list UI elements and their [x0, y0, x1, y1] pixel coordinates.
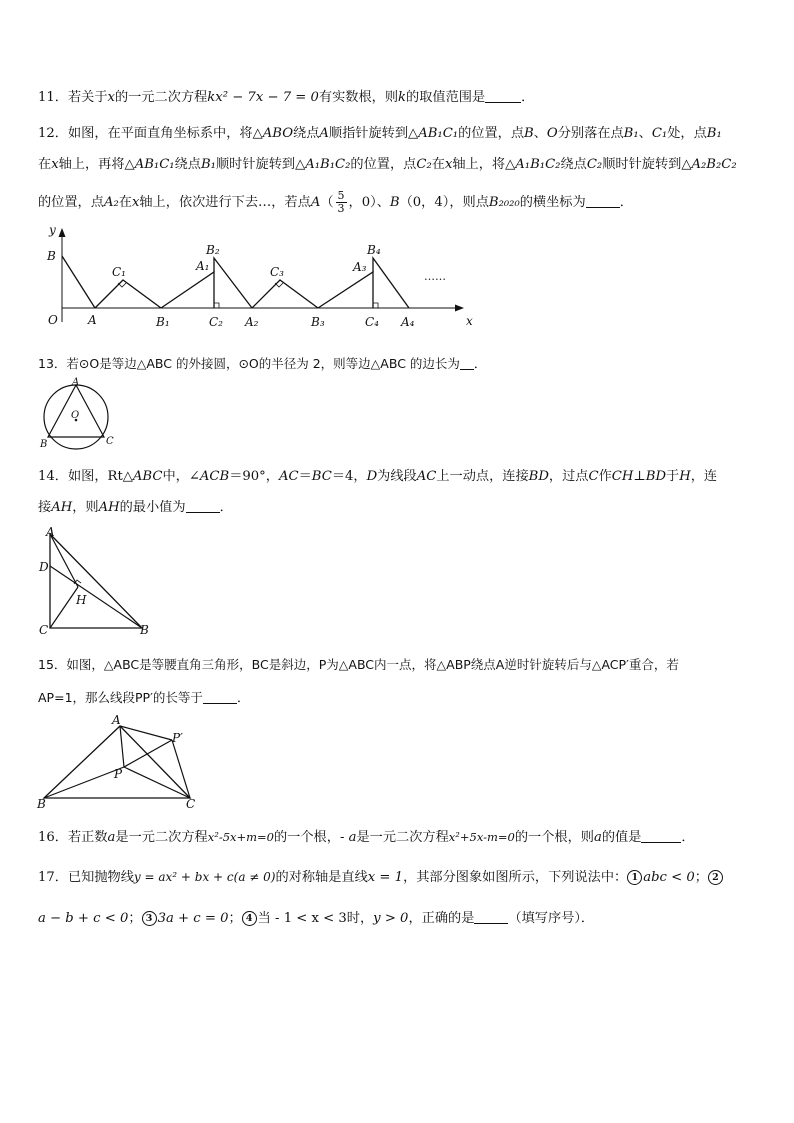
question-17-line-1 — [38, 868, 724, 887]
variable: a — [107, 830, 116, 845]
fraction — [336, 190, 347, 215]
segment-bp — [44, 767, 124, 798]
label-A: A — [72, 377, 80, 388]
label-B1: B₁ — [156, 315, 170, 329]
figure-rotating-triangles — [36, 222, 476, 334]
label-C: C — [39, 623, 49, 637]
text: ； — [128, 911, 142, 926]
text: 顺时针旋转到△ — [602, 157, 692, 172]
text: 若关于 — [67, 90, 108, 105]
circled-number-2: 2 — [708, 870, 723, 885]
variable: BC — [311, 469, 332, 484]
statement: a − b + c < 0 — [38, 911, 129, 926]
text: 中，∠ — [162, 469, 200, 484]
text: 接 — [38, 500, 52, 515]
segment-b4-a4 — [373, 258, 409, 308]
question-number: 11． — [38, 90, 68, 105]
figure-circumscribed-circle — [38, 375, 122, 451]
label-A3: A₃ — [353, 260, 367, 274]
text: 上一动点，连接 — [436, 469, 529, 484]
text: ． — [619, 195, 633, 210]
answer-blank — [460, 357, 474, 370]
question-16 — [38, 828, 695, 847]
text: 有实数根，则 — [318, 90, 399, 105]
variable: x — [131, 195, 140, 210]
text: 轴上，依次进行下去…，若点 — [139, 195, 311, 210]
label-P-prime: P′ — [172, 731, 183, 745]
variable: AH — [51, 500, 73, 515]
label-B: B — [140, 623, 149, 637]
question-number: 14． — [38, 469, 68, 484]
variable: H — [679, 469, 691, 484]
text: 、 — [533, 126, 547, 141]
text: 轴上，再将△ — [58, 157, 135, 172]
text: 是一元二次方程 — [356, 830, 449, 845]
text: 绕点 — [293, 126, 320, 141]
text: ． — [236, 690, 250, 705]
question-number: 17． — [38, 870, 68, 885]
label-C4: C₄ — [365, 315, 379, 329]
variable: A₁B₁C₂ — [305, 157, 351, 172]
variable: O — [546, 126, 558, 141]
segment-ap-prime — [120, 726, 172, 740]
question-number: 12． — [38, 126, 68, 141]
text: ，正确的是 — [408, 911, 475, 926]
text: 在 — [118, 195, 132, 210]
variable: C₂ — [586, 157, 603, 172]
label-H: H — [76, 593, 87, 607]
segment-b-a — [62, 256, 95, 308]
answer-blank — [641, 830, 681, 843]
label-B3: B₃ — [311, 315, 325, 329]
question-12-line-2 — [38, 156, 737, 174]
equation: kx² − 7x − 7 = 0 — [207, 90, 319, 105]
right-angle-mark — [373, 303, 378, 308]
label-C: C — [106, 436, 114, 447]
label-C: C — [186, 797, 196, 811]
label-C3: C₃ — [270, 265, 284, 279]
variable: AC — [416, 469, 437, 484]
question-11 — [38, 89, 534, 107]
variable: B₁ — [706, 126, 722, 141]
question-15-line-2 — [38, 689, 249, 707]
label-A: A — [88, 313, 97, 327]
text: ，其部分图象如图所示，下列说法中： — [403, 870, 628, 885]
question-number: 15． — [38, 657, 67, 672]
segment-pc — [124, 767, 190, 798]
variable: CH — [611, 469, 634, 484]
equation: x²+5x-m=0 — [448, 830, 515, 844]
text: 如图，Rt△ — [67, 469, 133, 484]
text: 若正数 — [67, 830, 108, 845]
statement: y > 0 — [373, 911, 409, 926]
variable: - a — [339, 830, 357, 845]
text: 的值是 — [601, 830, 642, 845]
question-13 — [38, 355, 486, 373]
triangle-a2-c3-b3 — [252, 280, 318, 308]
label-O: O — [71, 410, 80, 421]
answer-blank — [186, 500, 220, 513]
text: ，连 — [690, 469, 718, 484]
figure-right-triangle — [36, 524, 156, 640]
fraction-numerator: 5 — [337, 189, 345, 202]
text: 轴上，将△ — [452, 157, 516, 172]
text: 的一元二次方程 — [114, 90, 208, 105]
text: 的一个根，则 — [514, 830, 594, 845]
variable: C₂ — [416, 157, 432, 172]
label-dots: …… — [424, 270, 446, 283]
segment-b2-a2 — [214, 258, 252, 308]
text: 若⊙O是等边△ABC 的外接圆，⊙O的半径为 2，则等边△ABC 的边长为 — [66, 356, 460, 371]
circled-number-3: 3 — [142, 911, 157, 926]
label-A1: A₁ — [196, 259, 210, 273]
label-A: A — [46, 525, 55, 539]
label-y: y — [49, 223, 56, 237]
variable: x — [107, 90, 115, 105]
statement: 当 - 1 < x < 3时， — [257, 911, 374, 926]
question-14-line-2 — [38, 499, 233, 517]
segment-pp-prime — [124, 740, 172, 767]
variable: x — [444, 157, 453, 172]
text: 的位置，点 — [458, 126, 525, 141]
variable: B₁ — [200, 157, 216, 172]
text: 为线段 — [377, 469, 417, 484]
text: AP=1，那么线段PP′的长等于 — [38, 690, 203, 705]
label-B4: B₄ — [367, 243, 381, 257]
text: ，过点 — [548, 469, 589, 484]
question-12-line-1 — [38, 125, 722, 143]
statement: abc < 0 — [643, 870, 695, 885]
question-number: 13． — [38, 356, 67, 371]
question-12-line-3 — [38, 190, 633, 215]
variable: A — [310, 195, 321, 210]
text: 顺指针旋转到△ — [328, 126, 419, 141]
text: 在 — [431, 157, 445, 172]
question-17-line-2 — [38, 910, 594, 928]
variable: BD — [528, 469, 549, 484]
text: （0，4），则点 — [399, 195, 489, 210]
text: 在 — [38, 157, 52, 172]
variable: B — [389, 195, 400, 210]
label-A2: A₂ — [245, 315, 259, 329]
text: 的最小值为 — [119, 500, 186, 515]
text: ，0）、 — [348, 195, 390, 210]
text: 的横坐标为 — [519, 195, 586, 210]
variable: A — [319, 126, 329, 141]
label-B2: B₂ — [206, 243, 220, 257]
question-14-line-1 — [38, 468, 717, 486]
variable: a — [593, 830, 602, 845]
text: 于 — [666, 469, 680, 484]
text: 顺时针旋转到△ — [215, 157, 306, 172]
text: 分别落在点 — [557, 126, 624, 141]
segment-bd — [50, 566, 142, 628]
variable: C — [588, 469, 599, 484]
circled-number-4: 4 — [242, 911, 257, 926]
label-O: O — [48, 313, 58, 327]
variable: ABO — [262, 126, 294, 141]
variable: AB₁C₁ — [134, 157, 175, 172]
label-B: B — [40, 439, 48, 450]
text: 处，点 — [667, 126, 707, 141]
text: 、 — [638, 126, 652, 141]
text: ＝ — [298, 469, 312, 484]
equation: x = 1 — [367, 870, 404, 885]
text: 的位置，点 — [38, 195, 104, 210]
variable: AC — [278, 469, 299, 484]
text: 绕点 — [560, 157, 587, 172]
variable: A₁B₁C₂ — [515, 157, 561, 172]
variable: AB₁C₁ — [418, 126, 459, 141]
fraction-denominator: 3 — [337, 202, 345, 215]
x-axis-arrow — [455, 305, 464, 312]
answer-blank — [485, 90, 521, 103]
triangle-b1-a1-c2 — [161, 272, 214, 308]
label-P: P — [114, 767, 123, 781]
text: 作 — [598, 469, 612, 484]
text: ． — [219, 500, 233, 515]
triangle-a-c1-b1 — [95, 280, 161, 308]
text: 的对称轴是直线 — [275, 870, 368, 885]
label-C1: C₁ — [112, 265, 126, 279]
text: （填写序号）． — [508, 911, 595, 926]
circled-number-1: 1 — [627, 870, 642, 885]
answer-blank — [586, 195, 620, 208]
label-A: A — [112, 713, 121, 727]
segment-ap — [120, 726, 124, 767]
text: 如图，△ABC是等腰直角三角形，BC是斜边，P为△ABC内一点，将△ABP绕点A逆时针旋转后与△ACP′重合，若 — [66, 657, 679, 672]
segment-ah — [50, 534, 78, 587]
variable: B₁ — [623, 126, 639, 141]
question-number: 16． — [38, 830, 68, 845]
text: ＝4， — [331, 469, 367, 484]
equation: y = ax² + bx + c(a ≠ 0) — [133, 870, 276, 884]
variable: ABC — [132, 469, 163, 484]
variable: k — [398, 90, 407, 105]
text: ； — [694, 870, 708, 885]
label-A4: A₄ — [401, 315, 415, 329]
text: 绕点 — [174, 157, 201, 172]
segment-ch — [50, 587, 78, 628]
text: 是一元二次方程 — [115, 830, 208, 845]
variable: A₂B₂C₂ — [691, 157, 737, 172]
variable: C₁ — [651, 126, 668, 141]
label-B: B — [37, 797, 46, 811]
answer-blank — [474, 911, 508, 924]
text: 的取值范围是 — [406, 90, 486, 105]
variable: B — [524, 126, 534, 141]
variable: A₂ — [103, 195, 119, 210]
variable: x — [51, 157, 59, 172]
text: ； — [228, 911, 242, 926]
text: ，则 — [72, 500, 99, 515]
text: 已知抛物线 — [67, 870, 134, 885]
variable: D — [366, 469, 378, 484]
text: ． — [681, 830, 695, 845]
variable: BD — [645, 469, 667, 484]
variable: B₂₀₂₀ — [488, 195, 520, 210]
label-x: x — [466, 314, 473, 328]
variable: AH — [98, 500, 120, 515]
text: ⊥ — [633, 469, 646, 484]
text: ＝90°， — [229, 469, 279, 484]
triangle-b3-a3-c4 — [318, 272, 373, 308]
text: （ — [320, 195, 334, 210]
right-angle-mark — [214, 303, 219, 308]
question-15-line-1 — [38, 656, 679, 674]
text: 的位置，点 — [350, 157, 417, 172]
text: 如图，在平面直角坐标系中，将△ — [67, 126, 263, 141]
text: ． — [473, 356, 487, 371]
label-D: D — [39, 560, 49, 574]
equation: x²-5x+m=0 — [207, 830, 274, 844]
answer-blank — [203, 691, 237, 704]
text: 的一个根， — [274, 830, 340, 845]
statement: 3a + c = 0 — [157, 911, 229, 926]
triangle-acb — [50, 534, 142, 628]
label-C2: C₂ — [209, 315, 223, 329]
text: ． — [521, 90, 535, 105]
y-axis-arrow — [59, 228, 66, 237]
label-B: B — [47, 249, 56, 263]
figure-isosceles-rotation — [34, 712, 200, 812]
variable: ACB — [199, 469, 230, 484]
